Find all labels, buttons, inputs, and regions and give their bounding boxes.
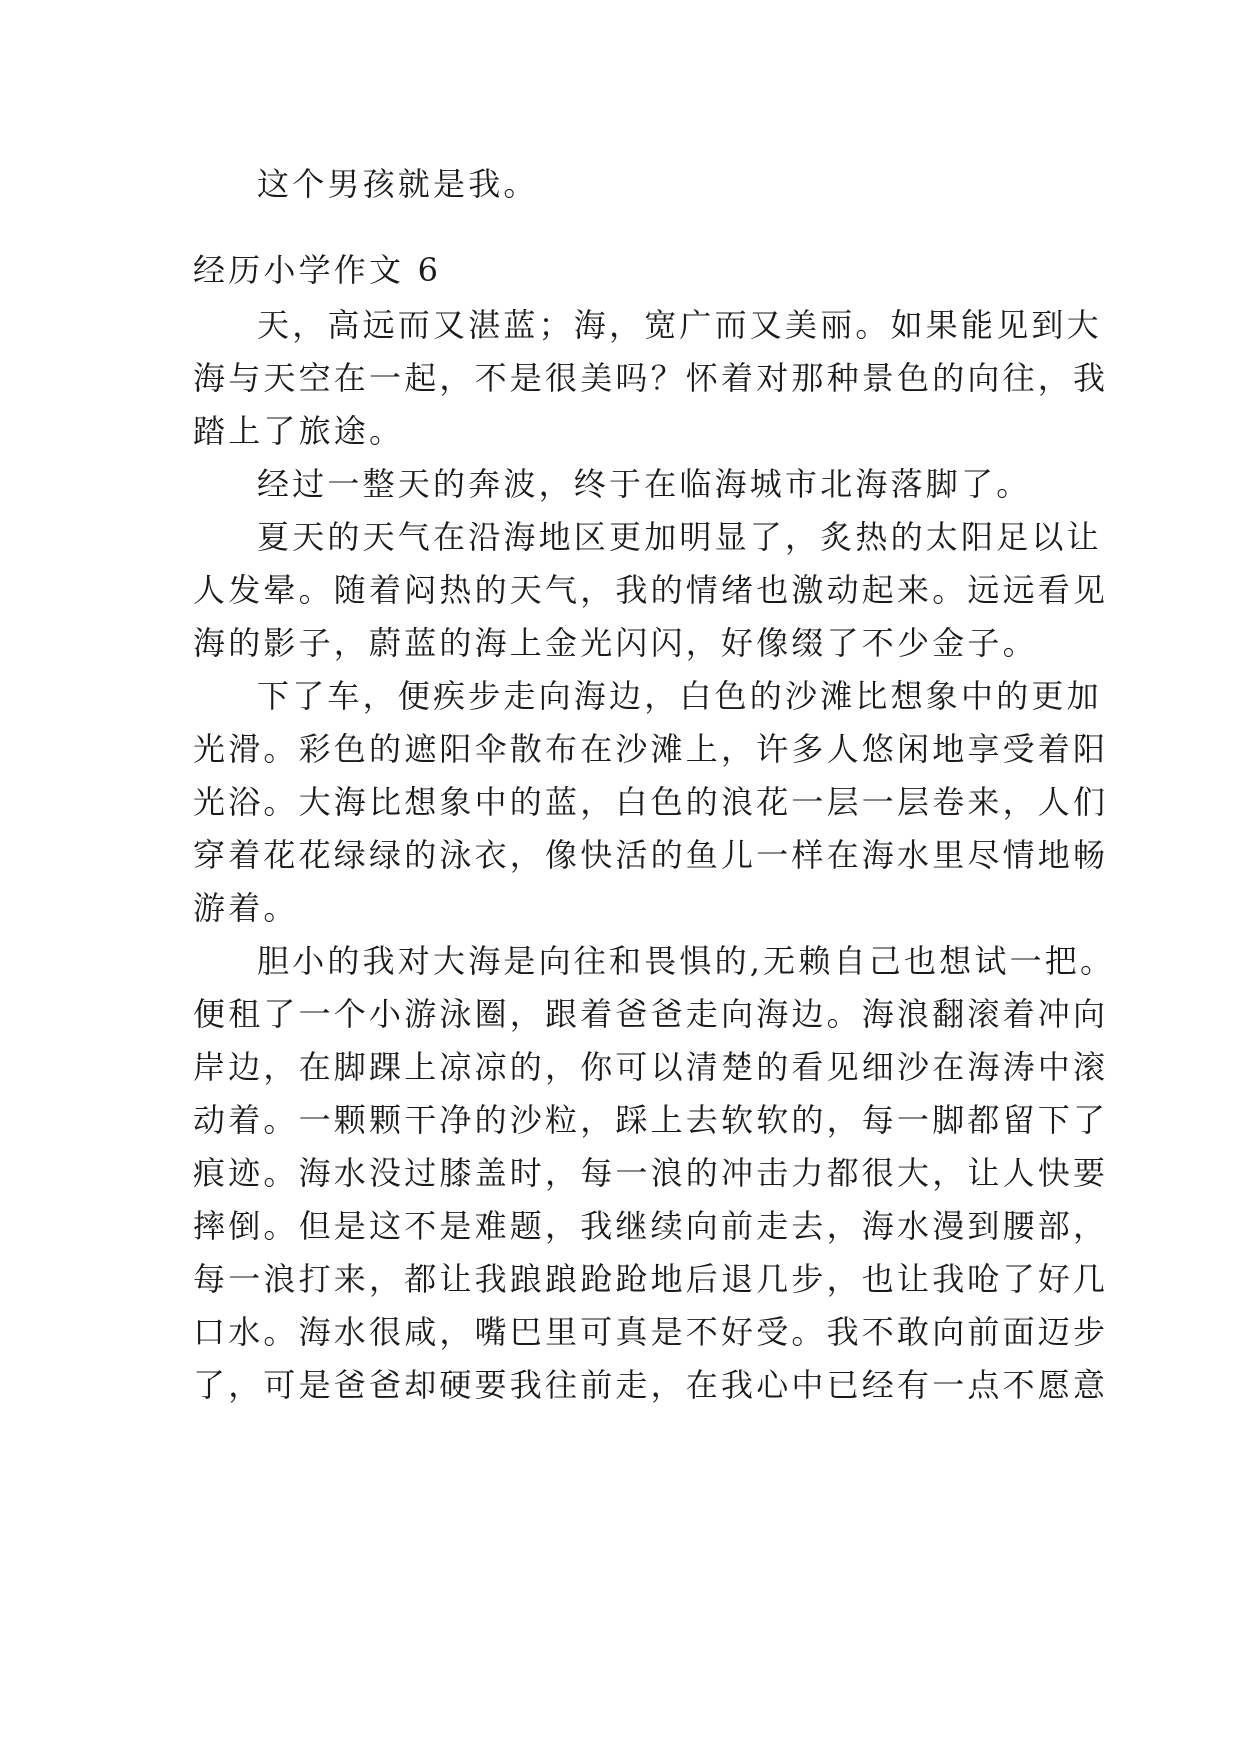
paragraph-line: 岸边，在脚踝上凉凉的，你可以清楚的看见细沙在海涛中滚: [193, 1048, 1109, 1086]
paragraph-line: 这个男孩就是我。: [257, 165, 539, 203]
paragraph-line: 痕迹。海水没过膝盖时，每一浪的冲击力都很大，让人快要: [193, 1154, 1109, 1192]
paragraph-line: 动着。一颗颗干净的沙粒，踩上去软软的，每一脚都留下了: [193, 1101, 1109, 1139]
paragraph-line: 游着。: [193, 889, 299, 927]
paragraph-line: 下了车，便疾步走向海边，白色的沙滩比想象中的更加: [257, 677, 1102, 715]
paragraph-line: 便租了一个小游泳圈，跟着爸爸走向海边。海浪翻滚着冲向: [193, 995, 1109, 1033]
paragraph-line: 光滑。彩色的遮阳伞散布在沙滩上，许多人悠闲地享受着阳: [193, 730, 1109, 768]
paragraph-line: 摔倒。但是这不是难题，我继续向前走去，海水漫到腰部，: [193, 1207, 1109, 1245]
paragraph-line: 光浴。大海比想象中的蓝，白色的浪花一层一层卷来，人们: [193, 783, 1109, 821]
paragraph-line: 人发晕。随着闷热的天气，我的情绪也激动起来。远远看见: [193, 571, 1109, 609]
paragraph-line: 天，高远而又湛蓝；海，宽广而又美丽。如果能见到大: [257, 306, 1102, 344]
paragraph-line: 海与天空在一起，不是很美吗？怀着对那种景色的向往，我: [193, 359, 1109, 397]
paragraph-line: 了，可是爸爸却硬要我往前走，在我心中已经有一点不愿意: [193, 1366, 1109, 1404]
paragraph-line: 穿着花花绿绿的泳衣，像快活的鱼儿一样在海水里尽情地畅: [193, 836, 1109, 874]
paragraph-line: 踏上了旅途。: [193, 412, 405, 450]
paragraph-line: 夏天的天气在沿海地区更加明显了，炙热的太阳足以让: [257, 518, 1102, 556]
paragraph-line: 海的影子，蔚蓝的海上金光闪闪，好像缀了不少金子。: [193, 624, 1038, 662]
paragraph-line: 口水。海水很咸，嘴巴里可真是不好受。我不敢向前面迈步: [193, 1313, 1109, 1351]
paragraph-line: 每一浪打来，都让我踉踉跄跄地后退几步，也让我呛了好几: [193, 1260, 1109, 1298]
paragraph-line: 经过一整天的奔波，终于在临海城市北海落脚了。: [257, 465, 1032, 503]
section-heading: 经历小学作文 6: [193, 251, 442, 289]
paragraph-line: 胆小的我对大海是向往和畏惧的,无赖自己也想试一把。: [257, 942, 1116, 980]
